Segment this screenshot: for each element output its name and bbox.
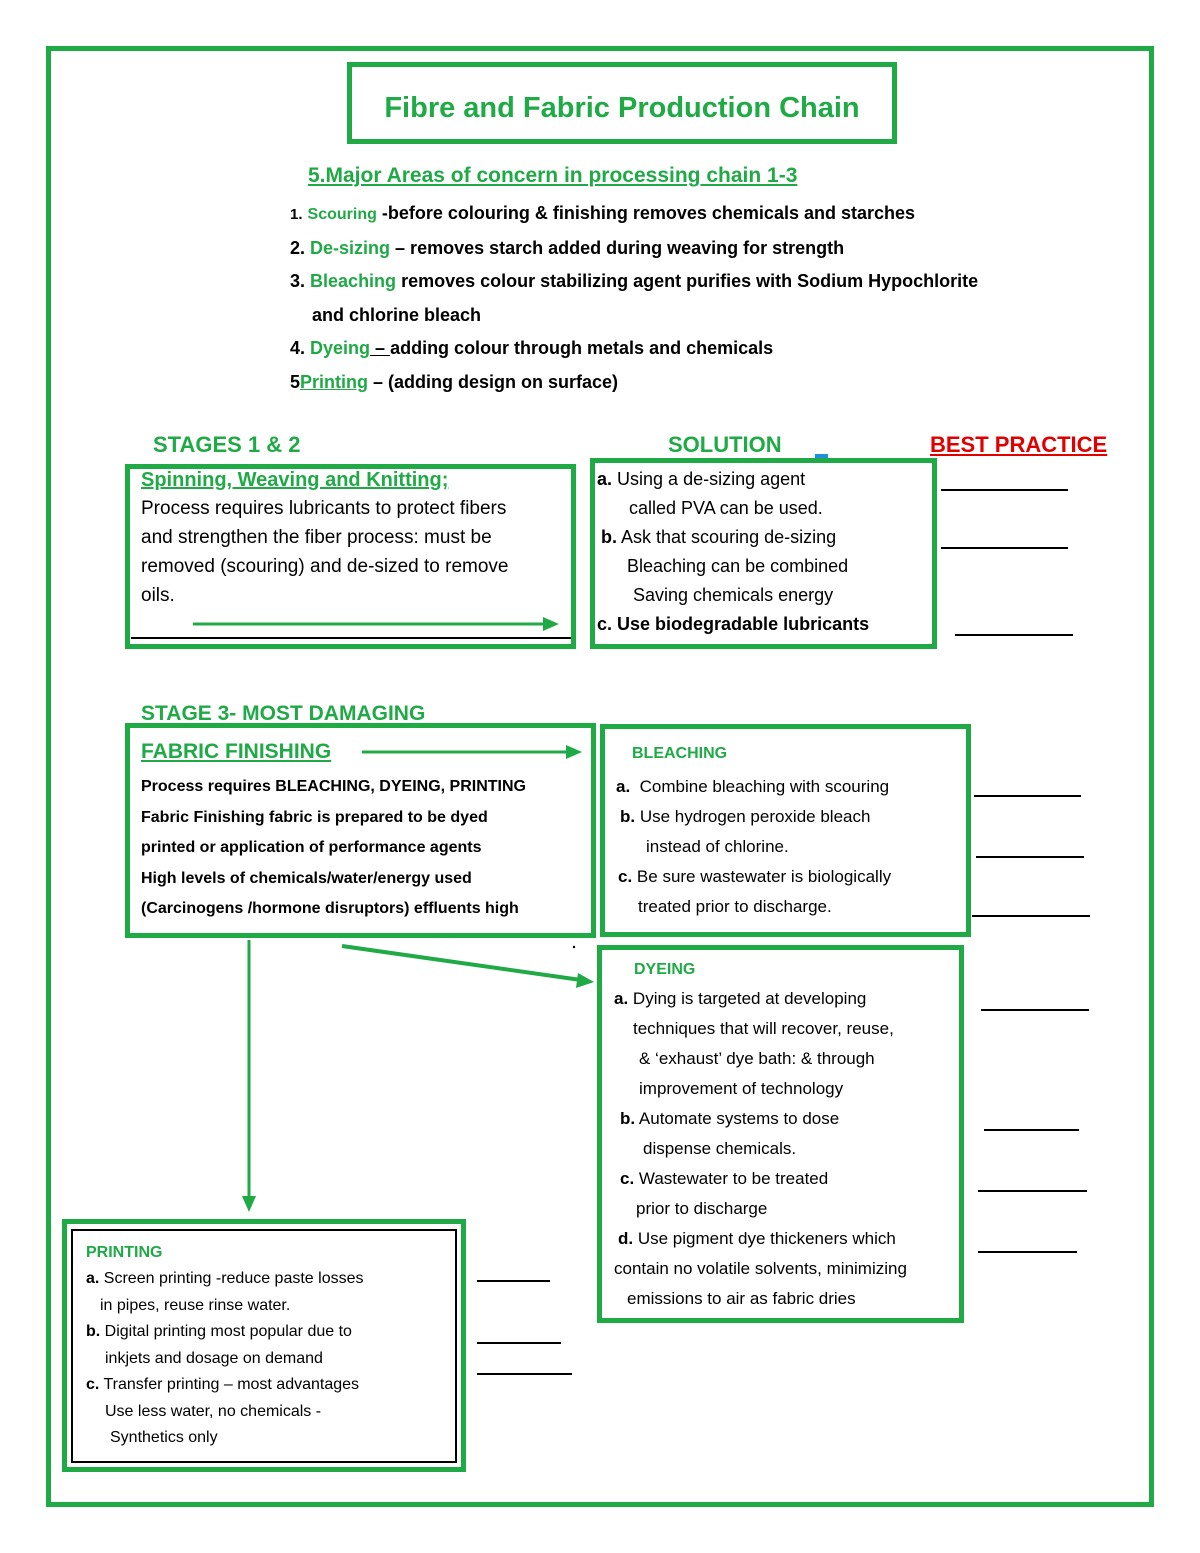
arrow-head <box>566 745 582 759</box>
stage3-heading: STAGE 3- MOST DAMAGING <box>141 702 426 725</box>
printing-title: PRINTING <box>86 1244 163 1261</box>
concern-item-scouring: 1. Scouring -before colouring & finishing removes chemicals and starches <box>290 203 916 223</box>
stage3-line: High levels of chemicals/water/energy used <box>141 869 472 887</box>
arrow-head <box>543 617 559 631</box>
best-practice-heading: BEST PRACTICE <box>930 432 1108 457</box>
solution-item-c: c. Use biodegradable lubricants <box>597 614 870 634</box>
printing-item-b: b. Digital printing most popular due to <box>86 1323 352 1340</box>
concern-item-printing: 5Printing – (adding design on surface) <box>290 371 619 392</box>
bleaching-title: BLEACHING <box>632 745 728 762</box>
stray-dot <box>573 946 575 948</box>
concerns-heading: 5.Major Areas of concern in processing chain 1-3 <box>308 164 798 187</box>
arrow-finishing-to-dyeing <box>342 946 581 980</box>
concern-term: Bleaching <box>310 271 397 291</box>
concern-term: Printing <box>300 371 369 392</box>
solution-list: a. Using a de-sizing agent called PVA can be used. b. Ask that scouring de-sizing Bleaching can be combined Saving chemicals energy c. Use biodegradable lubricants <box>597 465 869 639</box>
arrow-head <box>242 1196 256 1212</box>
fabric-finishing-title: FABRIC FINISHING <box>141 740 332 763</box>
printing-list: a. Screen printing -reduce paste losses in pipes, reuse rinse water. b. Digital printing most popular due to inkjets and dosage on demand c. Transfer printing – most advantages Use less water, no chemicals - Synthetics only <box>86 1266 364 1452</box>
printing-item-c: c. Transfer printing – most advantages <box>86 1376 360 1393</box>
stages-1-2-heading: STAGES 1 & 2 <box>153 432 301 457</box>
bleaching-item-b: b. Use hydrogen peroxide bleach <box>620 807 871 826</box>
stage12-line: and strengthen the fiber process: must be <box>141 527 492 548</box>
dyeing-title: DYEING <box>634 961 696 978</box>
stage3-line: Process requires BLEACHING, DYEING, PRINTING <box>141 778 526 795</box>
concern-term: Scouring <box>307 206 377 223</box>
dyeing-list: a. Dying is targeted at developing techniques that will recover, reuse, & ‘exhaust’ dye bath: & through improvement of technology b. Automate systems to dose dispense chemicals. c. Wastewater to be treated prior to discharge d. Use pigment dye thickeners which contain no volatile solvents, minimizing emissions to air as fabric dries <box>614 984 907 1314</box>
concern-term: Dyeing <box>310 338 371 358</box>
concern-term: De-sizing <box>310 237 391 258</box>
concern-item-desizing: 2. De-sizing – removes starch added during weaving for strength <box>290 237 845 258</box>
concern-item-bleaching-cont: and chlorine bleach <box>312 304 482 325</box>
stage12-line: Process requires lubricants to protect fibers <box>141 498 507 519</box>
concern-item-bleaching: 3. Bleaching removes colour stabilizing agent purifies with Sodium Hypochlorite <box>290 271 979 291</box>
bleaching-item-a: a. Combine bleaching with scouring <box>616 777 890 796</box>
page-title: Fibre and Fabric Production Chain <box>384 92 860 124</box>
stage12-title: Spinning, Weaving and Knitting; <box>141 469 449 491</box>
dyeing-item-a: a. Dying is targeted at developing <box>614 989 867 1008</box>
dyeing-item-c: c. Wastewater to be treated <box>620 1169 829 1188</box>
printing-item-a: a. Screen printing -reduce paste losses <box>86 1270 364 1287</box>
solution-item-a: a. Using a de-sizing agent <box>597 469 806 489</box>
dyeing-item-d: d. Use pigment dye thickeners which <box>618 1229 896 1248</box>
arrow-head <box>576 973 594 988</box>
bleaching-list: a. Combine bleaching with scouring b. Use hydrogen peroxide bleach instead of chlorine. c. Be sure wastewater is biologically treated prior to discharge. <box>616 772 891 922</box>
solution-heading: SOLUTION <box>668 432 782 457</box>
stage12-line: oils. <box>141 585 175 606</box>
stage12-line: removed (scouring) and de-sized to remove <box>141 556 509 577</box>
solution-item-b: b. Ask that scouring de-sizing <box>601 527 837 547</box>
stage3-line: printed or application of performance agents <box>141 839 482 856</box>
stage3-line: Fabric Finishing fabric is prepared to be dyed <box>141 808 488 826</box>
dyeing-item-b: b. Automate systems to dose <box>620 1109 840 1128</box>
bleaching-item-c: c. Be sure wastewater is biologically <box>618 867 892 886</box>
stage3-line: (Carcinogens /hormone disruptors) effluents high <box>141 900 519 917</box>
concern-item-dyeing: 4. Dyeing – adding colour through metals and chemicals <box>290 338 774 358</box>
